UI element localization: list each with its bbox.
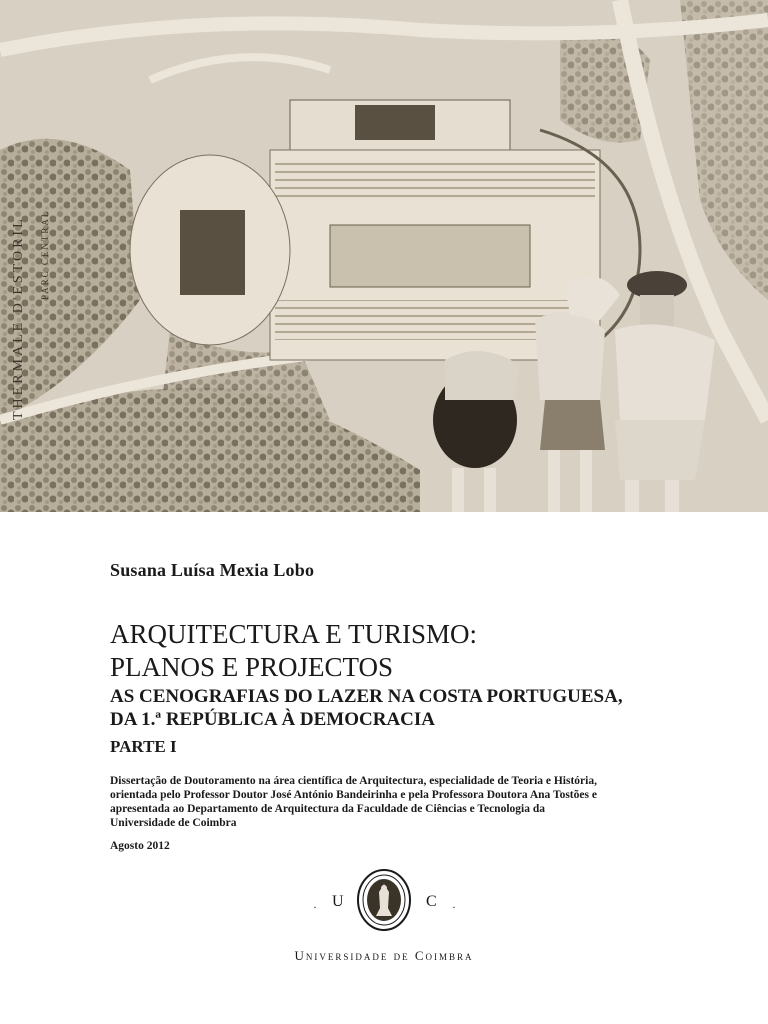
title-line-1: ARQUITECTURA E TURISMO: (110, 619, 478, 649)
left-dot: · (313, 900, 317, 914)
subtitle-line-1: AS CENOGRAFIAS DO LAZER NA COSTA PORTUGUESA, (110, 686, 623, 707)
title-line-2: PLANOS E PROJECTOS (110, 652, 394, 682)
seal-letter-c: C (426, 893, 437, 910)
subtitle-line-2: DA 1.ª REPÚBLICA À DEMOCRACIA (110, 709, 436, 730)
page-title (110, 618, 477, 684)
seal-letter-u: U (332, 893, 344, 910)
description-line-4: Universidade de Coimbra (110, 817, 237, 829)
university-seal-icon (356, 868, 412, 932)
seal-row (0, 866, 768, 938)
map-caption-2: PARC CENTRAL (40, 209, 50, 300)
page-subtitle (110, 685, 623, 731)
part-label: PARTE I (110, 737, 177, 756)
right-dot: · (452, 900, 456, 914)
author-name: Susana Luísa Mexia Lobo (110, 560, 315, 580)
description-line-3: apresentada ao Departamento de Arquitectura da Faculdade de Ciências e Tecnologia da (110, 803, 545, 815)
university-name: Universidade de Coimbra (294, 948, 474, 963)
dissertation-description (110, 774, 670, 830)
description-line-1: Dissertação de Doutoramento na área científica de Arquitectura, especialidade de Teoria e História, (110, 775, 597, 787)
map-caption-1: THERMALE D'ESTORIL (11, 216, 26, 420)
publication-date: Agosto 2012 (110, 840, 170, 852)
description-line-2: orientada pelo Professor Doutor José António Bandeirinha e pela Professora Doutora Ana Tostões e (110, 789, 597, 801)
